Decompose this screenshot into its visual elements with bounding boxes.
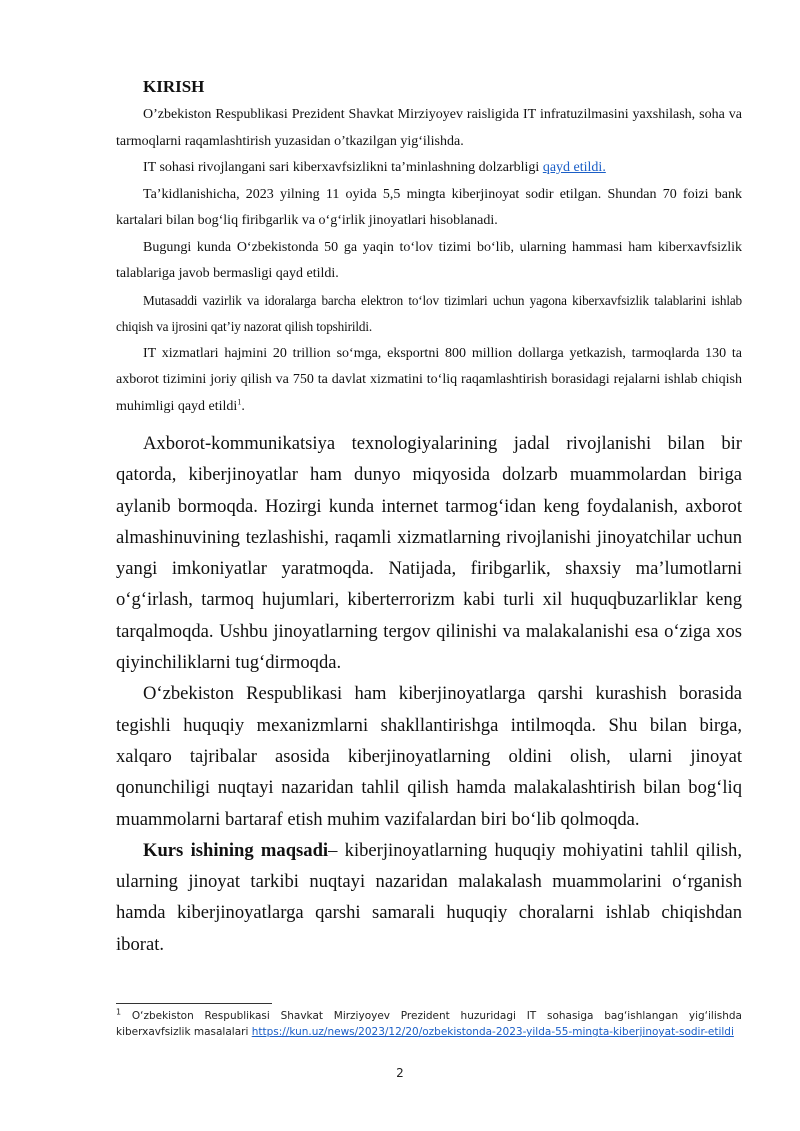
paragraph-text: IT xizmatlari hajmini 20 trillion so‘mga, eksportni 800 million dollarga yetkazish, tarmoqlarda 130 ta axborot tizimini joriy qilish va 750 ta davlat xizmatini to‘liq raqamlashtirish borasidagi rejalarni ishlab chiqish muhimligi qayd etildi — [116, 345, 742, 414]
paragraph: O‘zbekiston Respublikasi ham kiberjinoyatlarga qarshi kurashish borasida tegishli huquqiy mexanizmlarni shakllantirishga intilmoqda. Shu bilan birga, xalqaro tajribalar asosida kiberjinoyatlarning oldini olish, ularni jinoyat qonunchiligi nuqtayi nazaridan tahlil qilish hamda malakalashtirish bilan bog‘liq muammolarni bartaraf etish muhim vazifalardan biri bo‘lib qolmoqda. — [116, 683, 742, 830]
source-link[interactable]: qayd etildi. — [542, 160, 606, 175]
footnote-reference[interactable]: 1 — [237, 396, 242, 406]
paragraph: Ta’kidlanishicha, 2023 yilning 11 oyida 5,5 mingta kiberjinoyat sodir etilgan. Shundan 70 foizi bank kartalari bilan bog‘liq firibgarlik va o‘g‘irlik jinoyatlari hisoblanadi. — [116, 186, 742, 228]
paragraph: Axborot-kommunikatsiya texnologiyalarining jadal rivojlanishi bilan bir qatorda, kiberjinoyatlar ham dunyo miqyosida dolzarb muammolardan biriga aylanib bormoqda. Hozirgi kunda internet tarmog‘idan keng foydalanish, axborot almashinuvining tezlashishi, raqamli xizmatlarning rivojlanishi jinoyatchilar uchun yangi imkoniyatlar yaratmoqda. Natijada, firibgarlik, shaxsiy ma’lumotlarni o‘g‘irlash, tarmoq hujumlari, kiberterrorizm kabi turli xil huquqbuzarliklar keng tarqalmoqda. Ushbu jinoyatlarning tergov qilinishi va malakalanishi esa o‘ziga xos qiyinchiliklarni tug‘dirmoqda. — [116, 433, 742, 674]
paragraph — [116, 341, 742, 421]
footnote — [116, 1008, 742, 1040]
news-summary — [116, 102, 742, 420]
page-content — [116, 76, 742, 960]
footnote-text: O‘zbekiston Respublikasi Shavkat Mirziyoyev Prezident huzuridagi IT sohasiga bag‘ishlangan yig‘ilishda kiberxavfsizlik masalalari — [116, 1010, 742, 1038]
paragraph-text: IT sohasi rivojlangani sari kiberxavfsizlikni ta’minlashning dolzarbligi — [143, 160, 543, 175]
purpose-label: Kurs ishining maqsadi — [143, 839, 329, 861]
footnote-marker: 1 — [116, 1007, 122, 1017]
footnote-separator — [116, 1003, 272, 1004]
page-number: 2 — [396, 1066, 404, 1080]
paragraph — [116, 155, 742, 182]
paragraph: Bugungi kunda O‘zbekistonda 50 ga yaqin to‘lov tizimi bo‘lib, ularning hammasi ham kiberxavfsizlik talablariga javob bermasligi qayd etildi. — [116, 239, 742, 281]
paragraph-text: – kiberjinoyatlarning huquqiy mohiyatini tahlil qilish, ularning jinoyat tarkibi nuqtayi nazaridan malakalash muammolarini o‘rganish hamda kiberjinoyatlarga qarshi samarali huquqiy choralarni ishlab chiqishdan iborat. — [116, 839, 742, 955]
main-text — [116, 428, 742, 960]
footnote-url-link[interactable]: https://kun.uz/news/2023/12/20/ozbekistonda-2023-yilda-55-mingta-kiberjinoyat-sodir-etildi — [251, 1026, 734, 1038]
paragraph: O’zbekiston Respublikasi Prezident Shavkat Mirziyoyev raisligida IT infratuzilmasini yaxshilash, soha va tarmoqlarni raqamlashtirish yuzasidan o’tkazilgan yig‘ilishda. — [116, 107, 742, 149]
paragraph — [116, 835, 742, 960]
paragraph-end: . — [241, 398, 245, 414]
paragraph: Mutasaddi vazirlik va idoralarga barcha elektron to‘lov tizimlari uchun yagona kiberxavfsizlik talablarini ishlab chiqish va ijrosini qat’iy nazorat qilish topshirildi. — [116, 292, 742, 334]
section-heading: KIRISH — [143, 77, 205, 96]
